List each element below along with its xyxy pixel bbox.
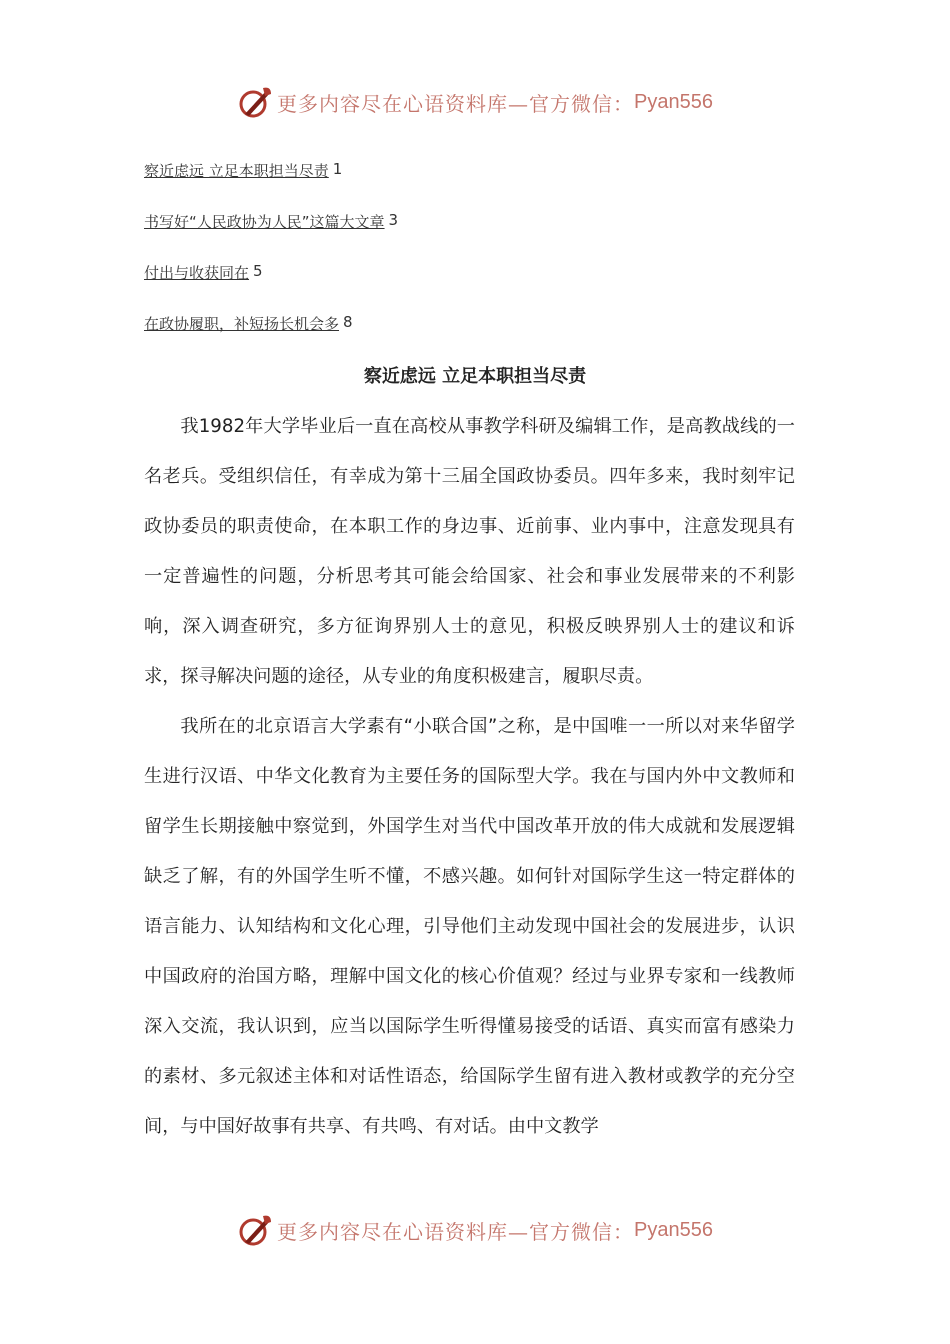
toc-link[interactable]: 察近虑远 立足本职担当尽责	[144, 162, 329, 180]
toc-page-number: 5	[253, 262, 263, 280]
footer-watermark	[0, 1210, 950, 1250]
quill-pen-logo-icon	[237, 1212, 273, 1248]
toc-page-number: 3	[388, 211, 399, 229]
watermark-wechat-id: Pyan556	[634, 1218, 713, 1241]
watermark-text: 更多内容尽在心语资料库—官方微信：	[277, 1219, 635, 1244]
toc-item[interactable]	[144, 313, 398, 364]
watermark-text: 更多内容尽在心语资料库—官方微信：	[277, 91, 635, 116]
article-paragraph: 我所在的北京语言大学素有“小联合国”之称，是中国唯一一所以对来华留学生进行汉语、中华文化教育为主要任务的国际型大学。我在与国内外中文教师和留学生长期接触中察觉到，外国学生对当代中国改革开放的伟大成就和发展逻辑缺乏了解，有的外国学生听不懂，不感兴趣。如何针对国际学生这一特定群体的语言能力、认知结构和文化心理，引导他们主动发现中国社会的发展进步，认识中国政府的治国方略，理解中国文化的核心价值观？经过与业界专家和一线教师深入交流，我认识到，应当以国际学生听得懂易接受的话语、真实而富有感染力的素材、多元叙述主体和对话性语态，给国际学生留有进入教材或教学的充分空间，与中国好故事有共享、有共鸣、有对话。由中文教学	[144, 716, 795, 1137]
toc-page-number: 1	[332, 160, 343, 178]
watermark-wechat-id: Pyan556	[634, 90, 713, 113]
table-of-contents	[144, 160, 398, 364]
toc-item[interactable]	[144, 262, 398, 313]
header-watermark	[0, 82, 950, 122]
toc-link[interactable]: 付出与收获同在	[144, 264, 250, 282]
toc-link[interactable]: 书写好“人民政协为人民”这篇大文章	[144, 213, 385, 231]
toc-item[interactable]	[144, 211, 398, 262]
toc-link[interactable]: 在政协履职，补短扬长机会多	[144, 315, 340, 333]
article-body	[144, 402, 795, 1152]
toc-page-number: 8	[343, 313, 353, 331]
quill-pen-logo-icon	[237, 84, 273, 120]
article-title: 察近虑远 立足本职担当尽责	[363, 366, 587, 387]
toc-item[interactable]	[144, 160, 398, 211]
article-paragraph: 我1982年大学毕业后一直在高校从事教学科研及编辑工作，是高教战线的一名老兵。受组织信任，有幸成为第十三届全国政协委员。四年多来，我时刻牢记政协委员的职责使命，在本职工作的身边事、近前事、业内事中，注意发现具有一定普遍性的问题，分析思考其可能会给国家、社会和事业发展带来的不利影响，深入调查研究，多方征询界别人士的意见，积极反映界别人士的建议和诉求，探寻解决问题的途径，从专业的角度积极建言，履职尽责。	[144, 416, 795, 687]
